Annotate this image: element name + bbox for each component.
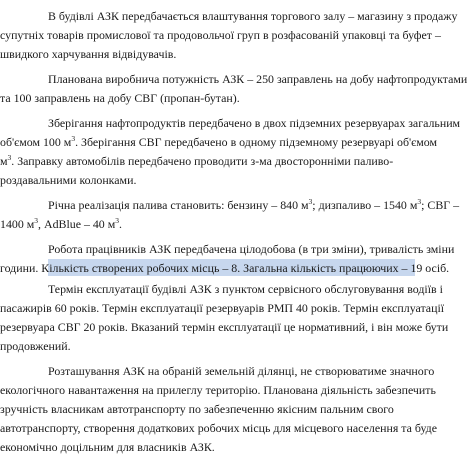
superscript: 3 <box>115 216 119 225</box>
text-line: Робота працівників АЗК передбачена цілодобова (в три зміни), тривалість зміни <box>48 242 455 256</box>
text-segment: 1400 м <box>0 217 35 231</box>
text-line <box>0 152 393 170</box>
selected-text: Кількість створених робочих місць – 8. Загальна кількість працюючих – 19 осіб. <box>41 261 450 275</box>
text-segment: ; дизпаливо – 1540 м <box>312 198 418 212</box>
text-segment: , AdBlue – 40 м <box>38 217 116 231</box>
text-line: Розташування АЗК на обраній земельній ділянці, не створюватиме значного <box>48 364 435 378</box>
text-line: економічно доцільним для власників АЗК. <box>0 440 215 454</box>
text-line: роздавальними колонками. <box>0 173 137 187</box>
text-segment: години. <box>0 261 39 275</box>
text-line: Зберігання нафтопродуктів передбачено в двох підземних резервуарах загальним <box>48 116 461 130</box>
text-line: В будівлі АЗК передбачається влаштування торгового залу – магазину з продажу <box>48 9 458 23</box>
text-line: екологічного навантаження на прилеглу територію. Планована діяльність забезпечить <box>0 383 436 397</box>
text-segment: об'ємом 100 м <box>0 135 72 149</box>
text-line <box>0 259 449 277</box>
text-line: резервуара СВГ 20 років. Вказаний термін експлуатації це нормативний, і він може бути <box>0 320 449 334</box>
text-line: Планована виробнича потужність АЗК – 250 заправлень на добу нафтопродуктами <box>48 72 467 86</box>
text-line: та 100 заправлень на добу СВГ (пропан-бутан). <box>0 91 240 105</box>
text-segment: . Зберігання СВГ передбачено в одному підземному резервуарі об'ємом <box>75 135 438 149</box>
text-line: автотранспорту, створення додаткових робочих місць для місцевого населення та буде <box>0 421 437 435</box>
text-segment: Річна реалізація палива становить: бензину – 840 м <box>48 198 309 212</box>
superscript: 3 <box>308 197 313 206</box>
superscript: 3 <box>71 134 76 143</box>
text-line <box>0 215 122 233</box>
text-line: продовжений. <box>0 339 71 353</box>
superscript: 3 <box>7 153 12 162</box>
text-line: пасажирів 60 років. Термін експлуатації резервуарів РМП 40 років. Термін експлуатації <box>0 301 445 315</box>
text-line: Термін експлуатації будівлі АЗК з пунктом сервісного обслуговування водіїв і <box>48 282 443 296</box>
text-segment: . Заправку автомобілів передбачено проводити з-ма двосторонніми паливо- <box>11 154 394 168</box>
text-line <box>48 196 459 214</box>
superscript: 3 <box>417 197 422 206</box>
text-segment: . <box>119 217 122 231</box>
text-line: швидкого харчування відвідувачів. <box>0 47 177 61</box>
text-line: зручність власникам автотранспорту по забезпеченню якісним пальним свого <box>0 402 394 416</box>
text-segment: ; СВГ – <box>421 198 460 212</box>
text-segment: м <box>0 154 8 168</box>
text-line <box>0 133 437 151</box>
text-line: супутніх товарів промислової та продовольчої груп в розфасованій упаковці та буфет – <box>0 28 441 42</box>
superscript: 3 <box>34 216 39 225</box>
